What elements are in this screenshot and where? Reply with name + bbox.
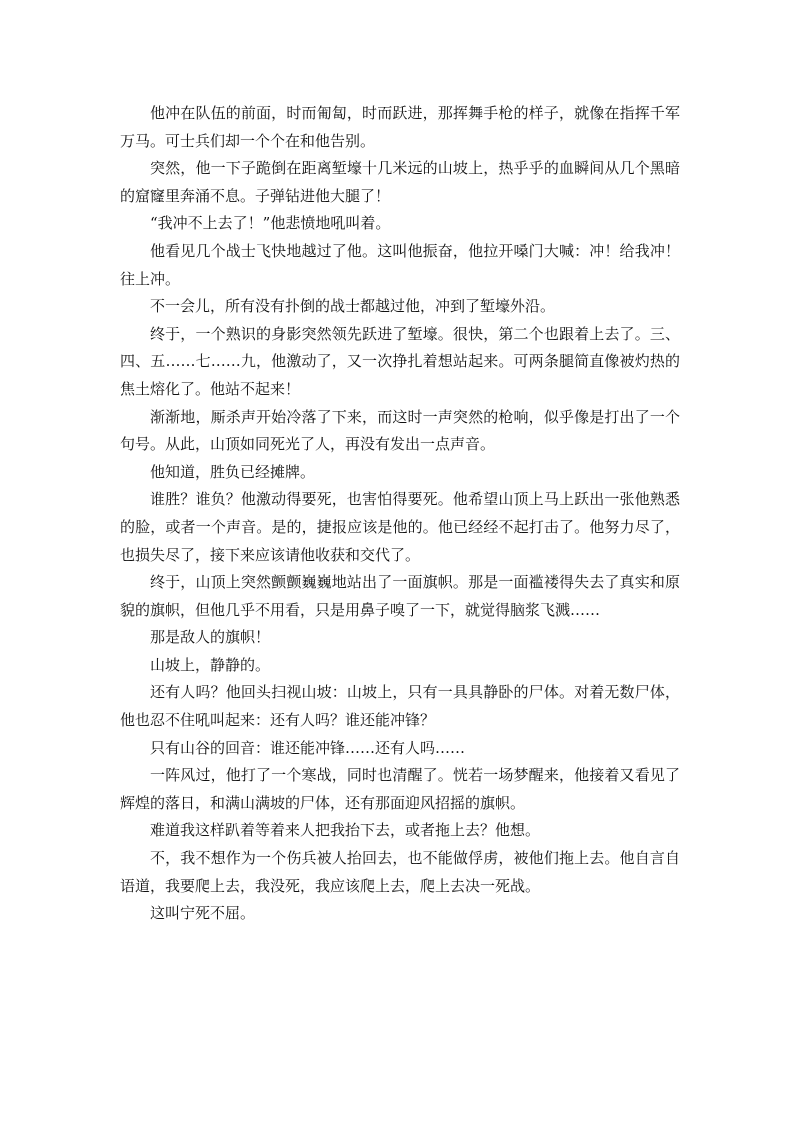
paragraph-9: 谁胜？谁负？他激动得要死，也害怕得要死。他希望山顶上马上跃出一张他熟悉的脸，或者一个声音。是的，捷报应该是他的。他已经经不起打击了。他努力尽了，也损失尽了，接下来应该请他收获和交代了。 — [120, 490, 680, 564]
paragraph-4: 他看见几个战士飞快地越过了他。这叫他振奋，他拉开嗓门大喊：冲！给我冲！往上冲。 — [120, 241, 680, 288]
paragraph-11: 那是敌人的旗帜！ — [150, 628, 271, 647]
paragraph-10: 终于，山顶上突然颤颤巍巍地站出了一面旗帜。那是一面褴褛得失去了真实和原貌的旗帜，但他几乎不用看，只是用鼻子嗅了一下，就觉得脑浆飞溅…… — [120, 573, 680, 619]
paragraph-12: 山坡上，静静的。 — [150, 655, 271, 674]
paragraph-16: 难道我这样趴着等着来人把我抬下去，或者拖上去？他想。 — [150, 821, 541, 840]
paragraph-6: 终于，一个熟识的身影突然领先跃进了堑壕。很快，第二个也跟着上去了。三、四、五……七……九，他激动了，又一次挣扎着想站起来。可两条腿简直像被灼热的焦土熔化了。他站不起来！ — [120, 324, 680, 398]
paragraph-17: 不，我不想作为一个伤兵被人抬回去，也不能做俘虏，被他们拖上去。他自言自语道，我要爬上去，我没死，我应该爬上去，爬上去决一死战。 — [120, 849, 680, 895]
paragraph-14: 只有山谷的回音：谁还能冲锋……还有人吗…… — [150, 738, 466, 757]
paragraph-3: “我冲不上去了！”他悲愤地吼叫着。 — [150, 214, 391, 233]
paragraph-1: 他冲在队伍的前面，时而匍匐，时而跃进，那挥舞手枪的样子，就像在指挥千军万马。可士兵们却一个个在和他告别。 — [120, 104, 680, 150]
paragraph-13: 还有人吗？他回头扫视山坡：山坡上，只有一具具静卧的尸体。对着无数尸体，他也忍不住吼叫起来：还有人吗？谁还能冲锋？ — [120, 683, 680, 730]
paragraph-7: 渐渐地，厮杀声开始冷落了下来，而这时一声突然的枪响，似乎像是打出了一个句号。从此，山顶如同死光了人，再没有发出一点声音。 — [120, 407, 680, 454]
paragraph-5: 不一会儿，所有没有扑倒的战士都越过他，冲到了堑壕外沿。 — [150, 297, 556, 316]
paragraph-18: 这叫宁死不屈。 — [150, 904, 256, 923]
paragraph-2: 突然，他一下子跪倒在距离堑壕十几米远的山坡上，热乎乎的血瞬间从几个黑暗的窟窿里奔涌不息。子弹钻进他大腿了！ — [120, 159, 680, 205]
story-text — [120, 100, 680, 928]
paragraph-15: 一阵风过，他打了一个寒战，同时也清醒了。恍若一场梦醒来，他接着又看见了辉煌的落日，和满山满坡的尸体，还有那面迎风招摇的旗帜。 — [120, 766, 680, 812]
paragraph-8: 他知道，胜负已经摊牌。 — [150, 462, 316, 481]
